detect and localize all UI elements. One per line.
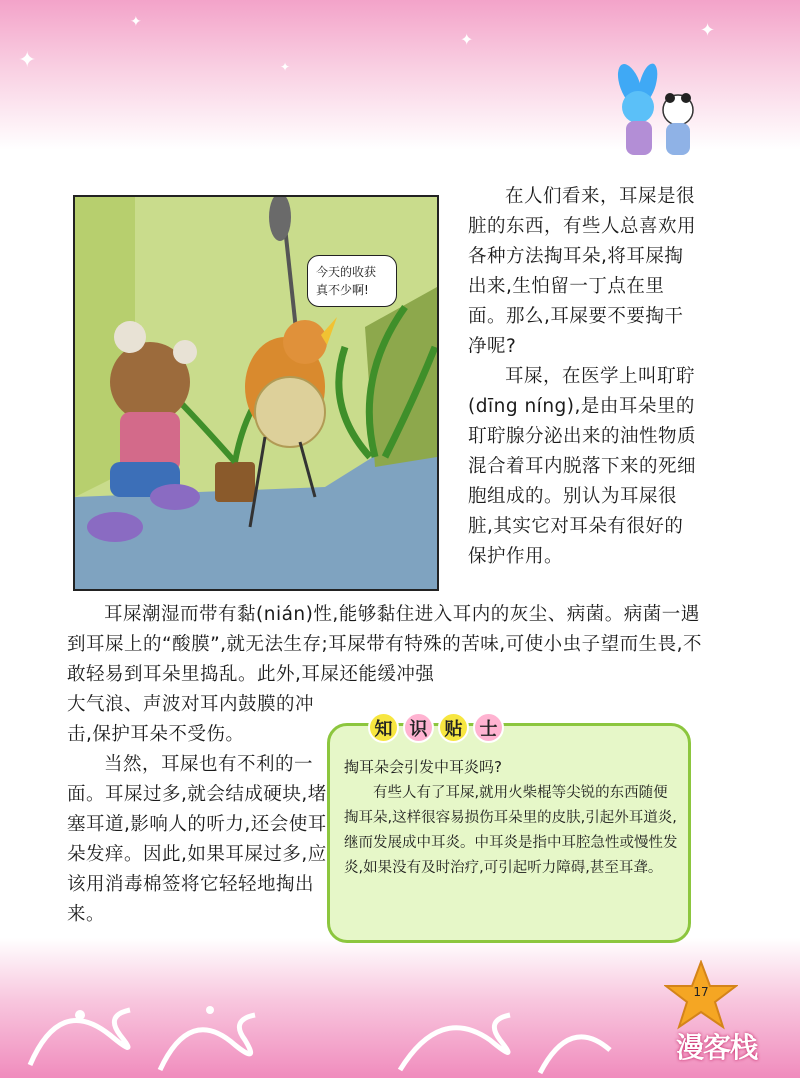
paragraph-1: 在人们看来，耳屎是很脏的东西，有些人总喜欢用各种方法掏耳朵,将耳屎掏出来,生怕留一丁点在里面。那么,耳屎要不要掏干净呢? [468, 186, 697, 357]
swirl-decoration [20, 975, 280, 1075]
sparkle-icon: ✦ [280, 60, 291, 74]
tip-title-char: 识 [403, 712, 434, 743]
sparkle-icon: ✦ [18, 48, 37, 73]
tip-body: 有些人有了耳屎,就用火柴棍等尖锐的东西随便掏耳朵,这样很容易损伤耳朵里的皮肤,引起外耳道炎,继而发展成中耳炎。中耳炎是指中耳腔急性或慢性发炎,如果没有及时治疗,可引起听力障碍,甚至耳聋。 [344, 785, 678, 876]
paragraph-4: 当然，耳屎也有不利的一面。耳屎过多,就会结成硬块,堵塞耳道,影响人的听力,还会使耳朵发痒。因此,如果耳屎过多,应该用消毒棉签将它轻轻地掏出来。 [67, 754, 327, 925]
bubble-line-2: 真不少啊! [316, 283, 369, 297]
tip-title [368, 712, 504, 743]
cartoon-mascots-illustration [590, 55, 710, 165]
tip-title-char: 士 [473, 712, 504, 743]
sparkle-icon: ✦ [460, 30, 474, 49]
right-column-text [468, 182, 698, 572]
swirl-decoration [380, 985, 640, 1075]
speech-bubble [307, 255, 397, 307]
bubble-line-1: 今天的收获 [316, 265, 377, 279]
tip-title-char: 知 [368, 712, 399, 743]
page-number: 17 [693, 985, 709, 999]
knowledge-tip-box [327, 718, 691, 943]
left-column-text [67, 690, 327, 930]
comic-illustration [73, 195, 439, 591]
full-width-text [67, 600, 707, 690]
paragraph-3: 耳屎潮湿而带有黏(nián)性,能够黏住进入耳内的灰尘、病菌。病菌一遇到耳屎上的“酸膜”,就无法生存;耳屎带有特殊的苦味,可使小虫子望而生畏,不敢轻易到耳朵里捣乱。此外,耳屎还能缓冲强 [67, 604, 703, 685]
sparkle-icon: ✦ [130, 14, 142, 30]
watermark-logo: 漫客栈 [676, 1031, 758, 1064]
tip-title-char: 贴 [438, 712, 469, 743]
sparkle-icon: ✦ [700, 20, 716, 41]
paragraph-2: 耳屎，在医学上叫耵聍(dīng níng),是由耳朵里的耵聍腺分泌出来的油性物质混合着耳内脱落下来的死细胞组成的。别认为耳屎很脏,其实它对耳朵有很好的保护作用。 [468, 366, 697, 567]
paragraph-3-continued: 大气浪、声波对耳内鼓膜的冲击,保护耳朵不受伤。 [67, 694, 315, 745]
tip-question: 掏耳朵会引发中耳炎吗? [344, 758, 502, 776]
